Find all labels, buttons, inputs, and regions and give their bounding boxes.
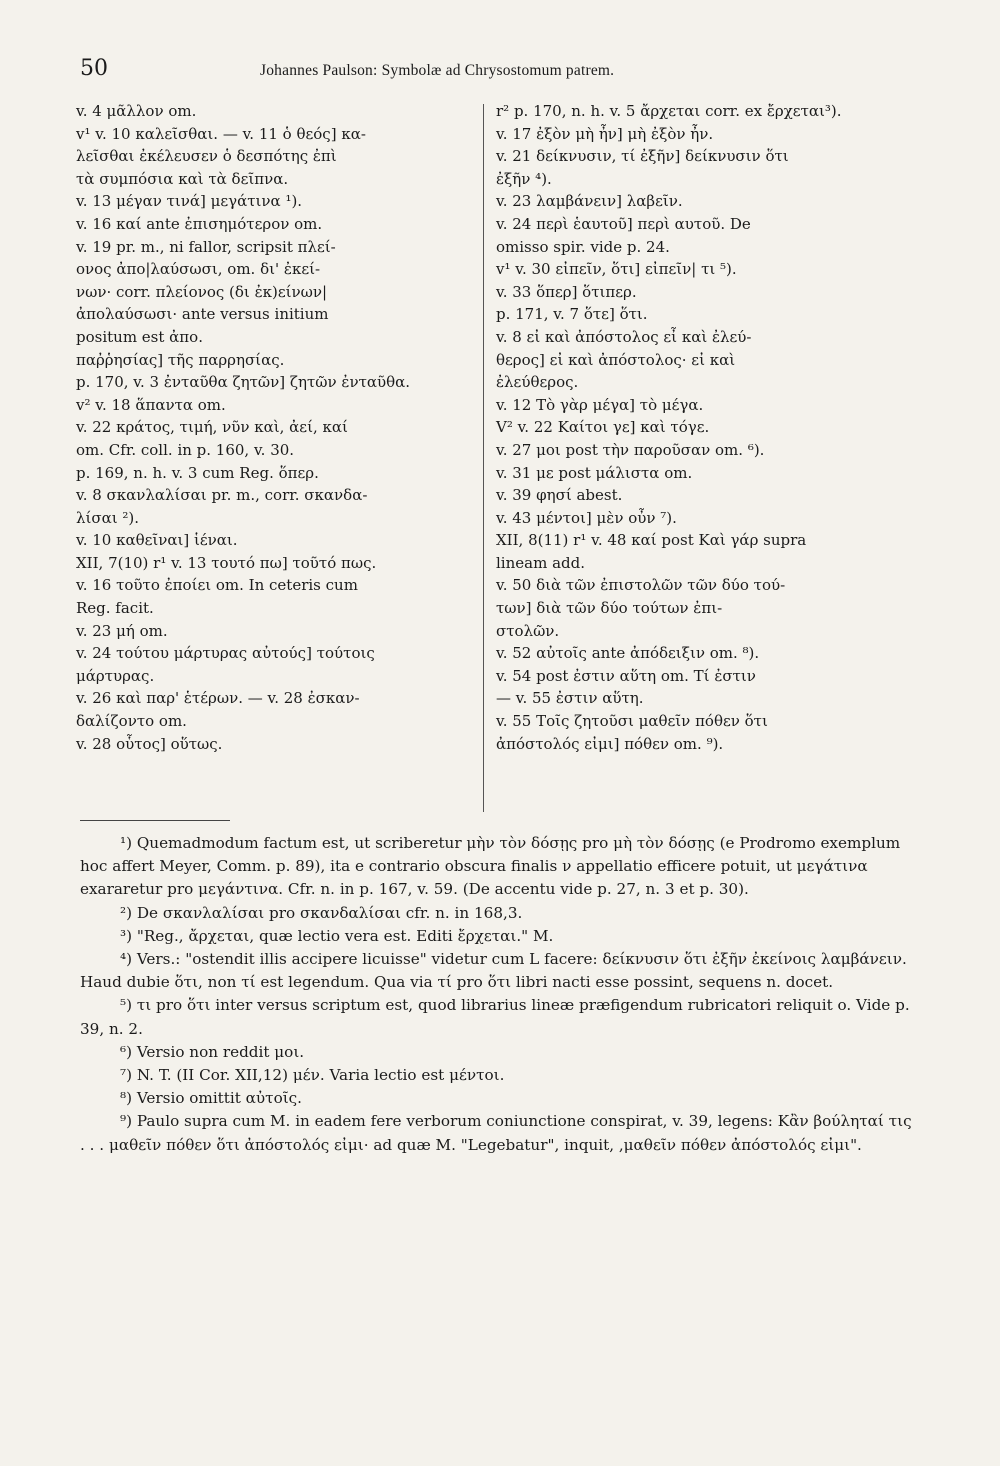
footnote: ¹) Quemadmodum factum est, ut scriberetur μὴν τὸν δόσῃς pro μὴ τὸν δόσῃς (e Prodromo exemplum hoc affert Meyer, Comm. p. 89), ita e contrario obscura finalis ν appellatio efficere potuit, ut μεγάτινα exararetur pro μεγάντινα. Cfr. n. in p. 167, v. 59. (De accentu vide p. 27, n. 3 et p. 30).: [80, 834, 901, 899]
apparatus-line: V² v. 22 Καίτοι γε] καὶ τόγε.: [496, 418, 710, 437]
apparatus-line: v. 55 Τοῖς ζητοῦσι μαθεῖν πόθεν ὅτι: [496, 712, 768, 731]
apparatus-line: v. 16 τοῦτο ἐποίει om. In ceteris cum: [76, 576, 358, 595]
page-header: [80, 56, 920, 86]
apparatus-line: v. 24 τούτου μάρτυρας αὐτούς] τούτοις: [76, 644, 375, 663]
right-column: [496, 100, 926, 755]
apparatus-line: v. 33 ὅπερ] ὅτιπερ.: [496, 282, 637, 301]
apparatus-line: positum est ἀπο.: [76, 327, 203, 346]
apparatus-line: θερος] εἰ καὶ ἀπόστολος· εἰ καὶ: [496, 350, 736, 369]
apparatus-line: v. 54 post ἐστιν αὕτη om. Τί ἐστιν: [496, 666, 756, 685]
apparatus-line: r² p. 170, n. h. v. 5 ἄρχεται corr. ex ἔρχεται³).: [496, 102, 842, 120]
apparatus-line: p. 170, v. 3 ἐνταῦθα ζητῶν] ζητῶν ἐνταῦθα.: [76, 373, 411, 392]
apparatus-line: v. 19 pr. m., ni fallor, scripsit πλεί-: [76, 237, 336, 256]
apparatus-line: των] διὰ τῶν δύο τούτων ἐπι-: [496, 599, 723, 618]
apparatus-line: v. 50 διὰ τῶν ἐπιστολῶν τῶν δύο τού-: [496, 576, 786, 595]
apparatus-line: v. 8 σκανλαλίσαι pr. m., corr. σκανδα-: [76, 486, 368, 505]
apparatus-line: ἀπόστολός εἰμι] πόθεν om. ⁹).: [496, 734, 724, 753]
apparatus-line: om. Cfr. coll. in p. 160, v. 30.: [76, 440, 295, 459]
apparatus-line: νων· corr. πλείονος (δι ἐκ)είνων|: [76, 282, 328, 301]
apparatus-line: τὰ συμπόσια καὶ τὰ δεῖπνα.: [76, 169, 289, 188]
apparatus-line: p. 169, n. h. v. 3 cum Reg. ὅπερ.: [76, 463, 319, 482]
apparatus-line: v. 8 εἰ καὶ ἀπόστολος εἶ καὶ ἐλεύ-: [496, 327, 752, 346]
apparatus-line: v. 10 καθεῖναι] ἱέναι.: [76, 531, 238, 550]
apparatus-line: v. 39 φησί abest.: [496, 486, 623, 505]
apparatus-line: v. 28 οὗτος] οὕτως.: [76, 734, 223, 753]
column-divider: [483, 104, 484, 812]
apparatus-line: ἐλεύθερος.: [496, 373, 579, 392]
apparatus-line: v. 21 δείκνυσιν, τί ἐξῆν] δείκνυσιν ὅτι: [496, 147, 789, 166]
left-column: [76, 100, 476, 755]
apparatus-line: XII, 7(10) r¹ v. 13 τουτό πω] τοῦτό πως.: [76, 553, 377, 572]
footnotes: [80, 832, 912, 1157]
apparatus-line: παῤῥησίας] τῆς παρρησίας.: [76, 350, 285, 369]
apparatus-line: Reg. facit.: [76, 599, 154, 618]
apparatus-line: μάρτυρας.: [76, 666, 155, 685]
apparatus-line: v. 52 αὐτοῖς ante ἀπόδειξιν om. ⁸).: [496, 644, 760, 663]
apparatus-line: v. 43 μέντοι] μὲν οὖν ⁷).: [496, 508, 677, 527]
page-number: 50: [80, 56, 108, 81]
apparatus-line: v¹ v. 10 καλεῖσθαι. — v. 11 ὁ θεός] κα-: [76, 124, 366, 143]
apparatus-line: v² v. 18 ἅπαντα om.: [76, 395, 226, 414]
apparatus-line: v. 13 μέγαν τινά] μεγάτινα ¹).: [76, 192, 303, 211]
footnote-rule: [80, 820, 230, 821]
footnote: ⁶) Versio non reddit μοι.: [120, 1042, 305, 1061]
apparatus-line: XII, 8(11) r¹ v. 48 καί post Καὶ γάρ supra: [496, 531, 807, 550]
footnote: ⁷) N. T. (II Cor. XII,12) μέν. Varia lectio est μέντοι.: [120, 1066, 505, 1085]
footnote: ³) "Reg., ἄρχεται, quæ lectio vera est. Editi ἔρχεται." M.: [120, 926, 554, 945]
apparatus-line: v. 12 Τὸ γὰρ μέγα] τὸ μέγα.: [496, 395, 704, 414]
footnote: ⁸) Versio omittit αὐτοῖς.: [120, 1089, 303, 1108]
apparatus-line: v. 26 καὶ παρ' ἑτέρων. — v. 28 ἐσκαν-: [76, 689, 360, 708]
apparatus-line: v. 4 μᾶλλον om.: [76, 102, 197, 120]
apparatus-line: v. 23 μή om.: [76, 621, 168, 640]
apparatus-line: ἀπολαύσωσι· ante versus initium: [76, 305, 329, 324]
running-title: Johannes Paulson: Symbolæ ad Chrysostomum patrem.: [260, 62, 615, 79]
apparatus-line: v. 17 ἐξὸν μὴ ἦν] μὴ ἐξὸν ἦν.: [496, 124, 714, 143]
apparatus-line: v. 23 λαμβάνειν] λαβεῖν.: [496, 192, 683, 211]
apparatus-line: στολῶν.: [496, 621, 560, 640]
apparatus-line: ονος ἀπο|λαύσωσι, om. δι' ἐκεί-: [76, 260, 321, 279]
apparatus-line: — v. 55 ἐστιν αὕτη.: [496, 689, 644, 708]
apparatus-line: omisso spir. vide p. 24.: [496, 237, 670, 256]
apparatus-line: lineam add.: [496, 553, 585, 572]
apparatus-line: λίσαι ²).: [76, 508, 140, 527]
apparatus-line: v. 22 κράτος, τιμή, νῦν καὶ, ἀεί, καί: [76, 418, 348, 437]
apparatus-line: v. 24 περὶ ἑαυτοῦ] περὶ αυτοῦ. De: [496, 214, 751, 233]
apparatus-line: ἐξῆν ⁴).: [496, 169, 552, 188]
footnote: ⁵) τι pro ὅτι inter versus scriptum est, quod librarius lineæ præfigendum rubricatori reliquit o. Vide p. 39, n. 2.: [80, 996, 910, 1038]
apparatus-line: p. 171, v. 7 ὅτε] ὅτι.: [496, 305, 648, 324]
apparatus-line: v. 27 μοι post τὴν παροῦσαν om. ⁶).: [496, 440, 765, 459]
apparatus-line: v¹ v. 30 εἰπεῖν, ὅτι] εἰπεῖν| τι ⁵).: [496, 260, 737, 279]
apparatus-line: λεῖσθαι ἐκέλευσεν ὁ δεσπότης ἐπὶ: [76, 147, 337, 166]
apparatus-line: v. 31 με post μάλιστα om.: [496, 463, 693, 482]
apparatus-line: v. 16 καί ante ἐπισημότερον om.: [76, 214, 323, 233]
footnote: ²) De σκανλαλίσαι pro σκανδαλίσαι cfr. n. in 168,3.: [120, 903, 523, 922]
footnote: ⁹) Paulo supra cum M. in eadem fere verborum coniunctione conspirat, v. 39, legens: Κἂν βούληταί τις . . . μαθεῖν πόθεν ὅτι ἀπόστολός εἰμι· ad quæ M. "Legebatur", inquit, ,μαθεῖν πόθεν ἀπόστολός εἰμι".: [80, 1112, 912, 1154]
apparatus-line: δαλίζοντο om.: [76, 712, 187, 731]
footnote: ⁴) Vers.: "ostendit illis accipere licuisse" videtur cum L facere: δείκνυσιν ὅτι ἐξῆν ἐκείνοις λαμβάνειν. Haud dubie ὅτι, non τί est legendum. Qua via τί pro ὅτι libri nacti esse possint, sequens n. docet.: [80, 950, 907, 992]
